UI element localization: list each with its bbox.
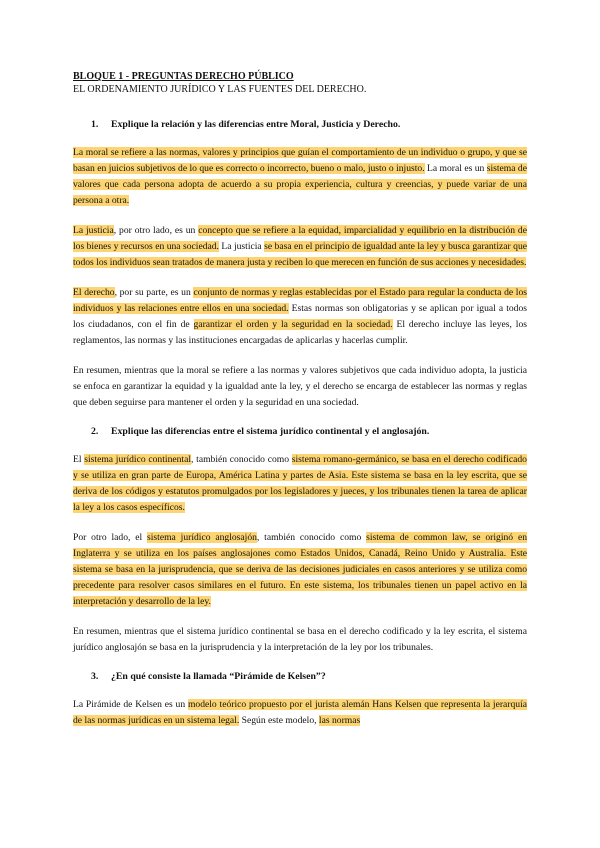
highlight: las normas: [318, 715, 361, 726]
highlight: concepto que se refiere a la equidad, imparcialidad y equilibrio en la distribución de los bienes y recursos en una sociedad.: [73, 225, 527, 252]
question-1-heading: [91, 118, 527, 132]
highlight: sistema de valores que cada persona adopta de acuerdo a su propia experiencia, cultura y creencias, y puede variar de una persona a otra.: [73, 163, 527, 206]
highlight: La moral se refiere a las normas, valores y principios que guían el comportamiento de un individuo o grupo, y que se basan en juicios subjetivos de lo que es correcto o incorrecto, bueno o malo, justo o injusto.: [73, 147, 527, 174]
question-1-number: 1.: [91, 119, 99, 130]
highlight: modelo teórico propuesto por el jurista alemán Hans Kelsen que representa la jerarquía de las normas jurídicas en un sistema legal.: [73, 699, 527, 726]
plain-text: El derecho incluye las leyes, los reglamentos, las normas y las instituciones encargadas de aplicarlas y hacerlas cumplir.: [73, 319, 527, 346]
q3-paragraph-kelsen: [73, 697, 527, 729]
q2-paragraph-anglosajon: [73, 530, 527, 610]
document-title: BLOQUE 1 - PREGUNTAS DERECHO PÚBLICO: [73, 71, 294, 82]
q1-paragraph-justicia: [73, 223, 527, 271]
highlight: sistema romano-germánico, se basa en el derecho codificado y se utiliza en gran parte de Europa, América Latina y partes de Asia. Este sistema se basa en la ley escrita, que se deriva de los códigos y estatutos promulgados por los legisladores y jueces, y los tribunales tienen la tarea de aplicar la ley a los casos específicos.: [73, 454, 527, 513]
highlight: sistema jurídico continental: [84, 454, 192, 465]
plain-text: La moral es un: [424, 163, 487, 174]
highlight: sistema jurídico anglosajón: [147, 532, 257, 543]
document-body: [73, 70, 527, 743]
plain-text: , por su parte, es un: [114, 287, 194, 298]
plain-text: Estas normas son obligatorias y se aplican por igual a todos los ciudadanos, con el fin de: [73, 303, 527, 330]
plain-text: El: [73, 454, 85, 465]
question-3-number: 3.: [91, 671, 99, 682]
plain-text: , por otro lado, es un: [113, 225, 199, 236]
highlight: se basa en el principio de igualdad ante la ley y busca garantizar que todos los individuos sean tratados de manera justa y reciben lo que merecen en función de sus acciones y necesidades.: [73, 241, 527, 268]
question-3-text: ¿En qué consiste la llamada “Pirámide de Kelsen”?: [111, 671, 326, 682]
highlight: sistema de common law, se originó en Inglaterra y se utiliza en los países anglosajones como Estados Unidos, Canadá, Reino Unido y Australia. Este sistema se basa en la jurisprudencia, que se deriva de las decisiones judiciales en casos anteriores y se utiliza como precedente para resolver casos similares en el futuro. En este sistema, los tribunales tienen un papel activo en la interpretación y desarrollo de la ley.: [73, 532, 527, 607]
plain-text: Según este modelo,: [239, 715, 319, 726]
q1-paragraph-moral: [73, 145, 527, 209]
plain-text: La justicia: [218, 241, 265, 252]
question-1-text: Explique la relación y las diferencias entre Moral, Justicia y Derecho.: [111, 119, 401, 130]
question-2-text: Explique las diferencias entre el sistema jurídico continental y el anglosajón.: [111, 426, 430, 437]
highlight: La justicia: [73, 225, 114, 236]
q1-paragraph-derecho: [73, 285, 527, 349]
plain-text: La Pirámide de Kelsen es un: [73, 699, 188, 710]
highlight: garantizar el orden y la seguridad en la sociedad.: [193, 319, 393, 330]
question-2-number: 2.: [91, 426, 99, 437]
question-2-heading: [91, 425, 527, 439]
q2-paragraph-continental: [73, 452, 527, 516]
plain-text: Por otro lado, el: [73, 532, 148, 543]
q1-paragraph-resumen: En resumen, mientras que la moral se refiere a las normas y valores subjetivos que cada individuo adopta, la justicia se enfoca en garantizar la equidad y la igualdad ante la ley, y el derecho se encarga de establecer las normas y reglas que deben seguirse para mantener el orden y la seguridad en una sociedad.: [73, 365, 527, 408]
document-subtitle: EL ORDENAMIENTO JURÍDICO Y LAS FUENTES DEL DERECHO.: [73, 84, 367, 95]
question-3-heading: [91, 670, 527, 684]
highlight: El derecho: [73, 287, 115, 298]
plain-text: , también conocido como: [256, 532, 367, 543]
plain-text: , también conocido como: [191, 454, 292, 465]
highlight: conjunto de normas y reglas establecidas por el Estado para regular la conducta de los individuos y las relaciones entre ellos en una sociedad.: [73, 287, 527, 314]
q2-paragraph-resumen: En resumen, mientras que el sistema jurídico continental se basa en el derecho codificado y la ley escrita, el sistema jurídico anglosajón se basa en la jurisprudencia y la interpretación de la ley por los tribunales.: [73, 626, 527, 653]
